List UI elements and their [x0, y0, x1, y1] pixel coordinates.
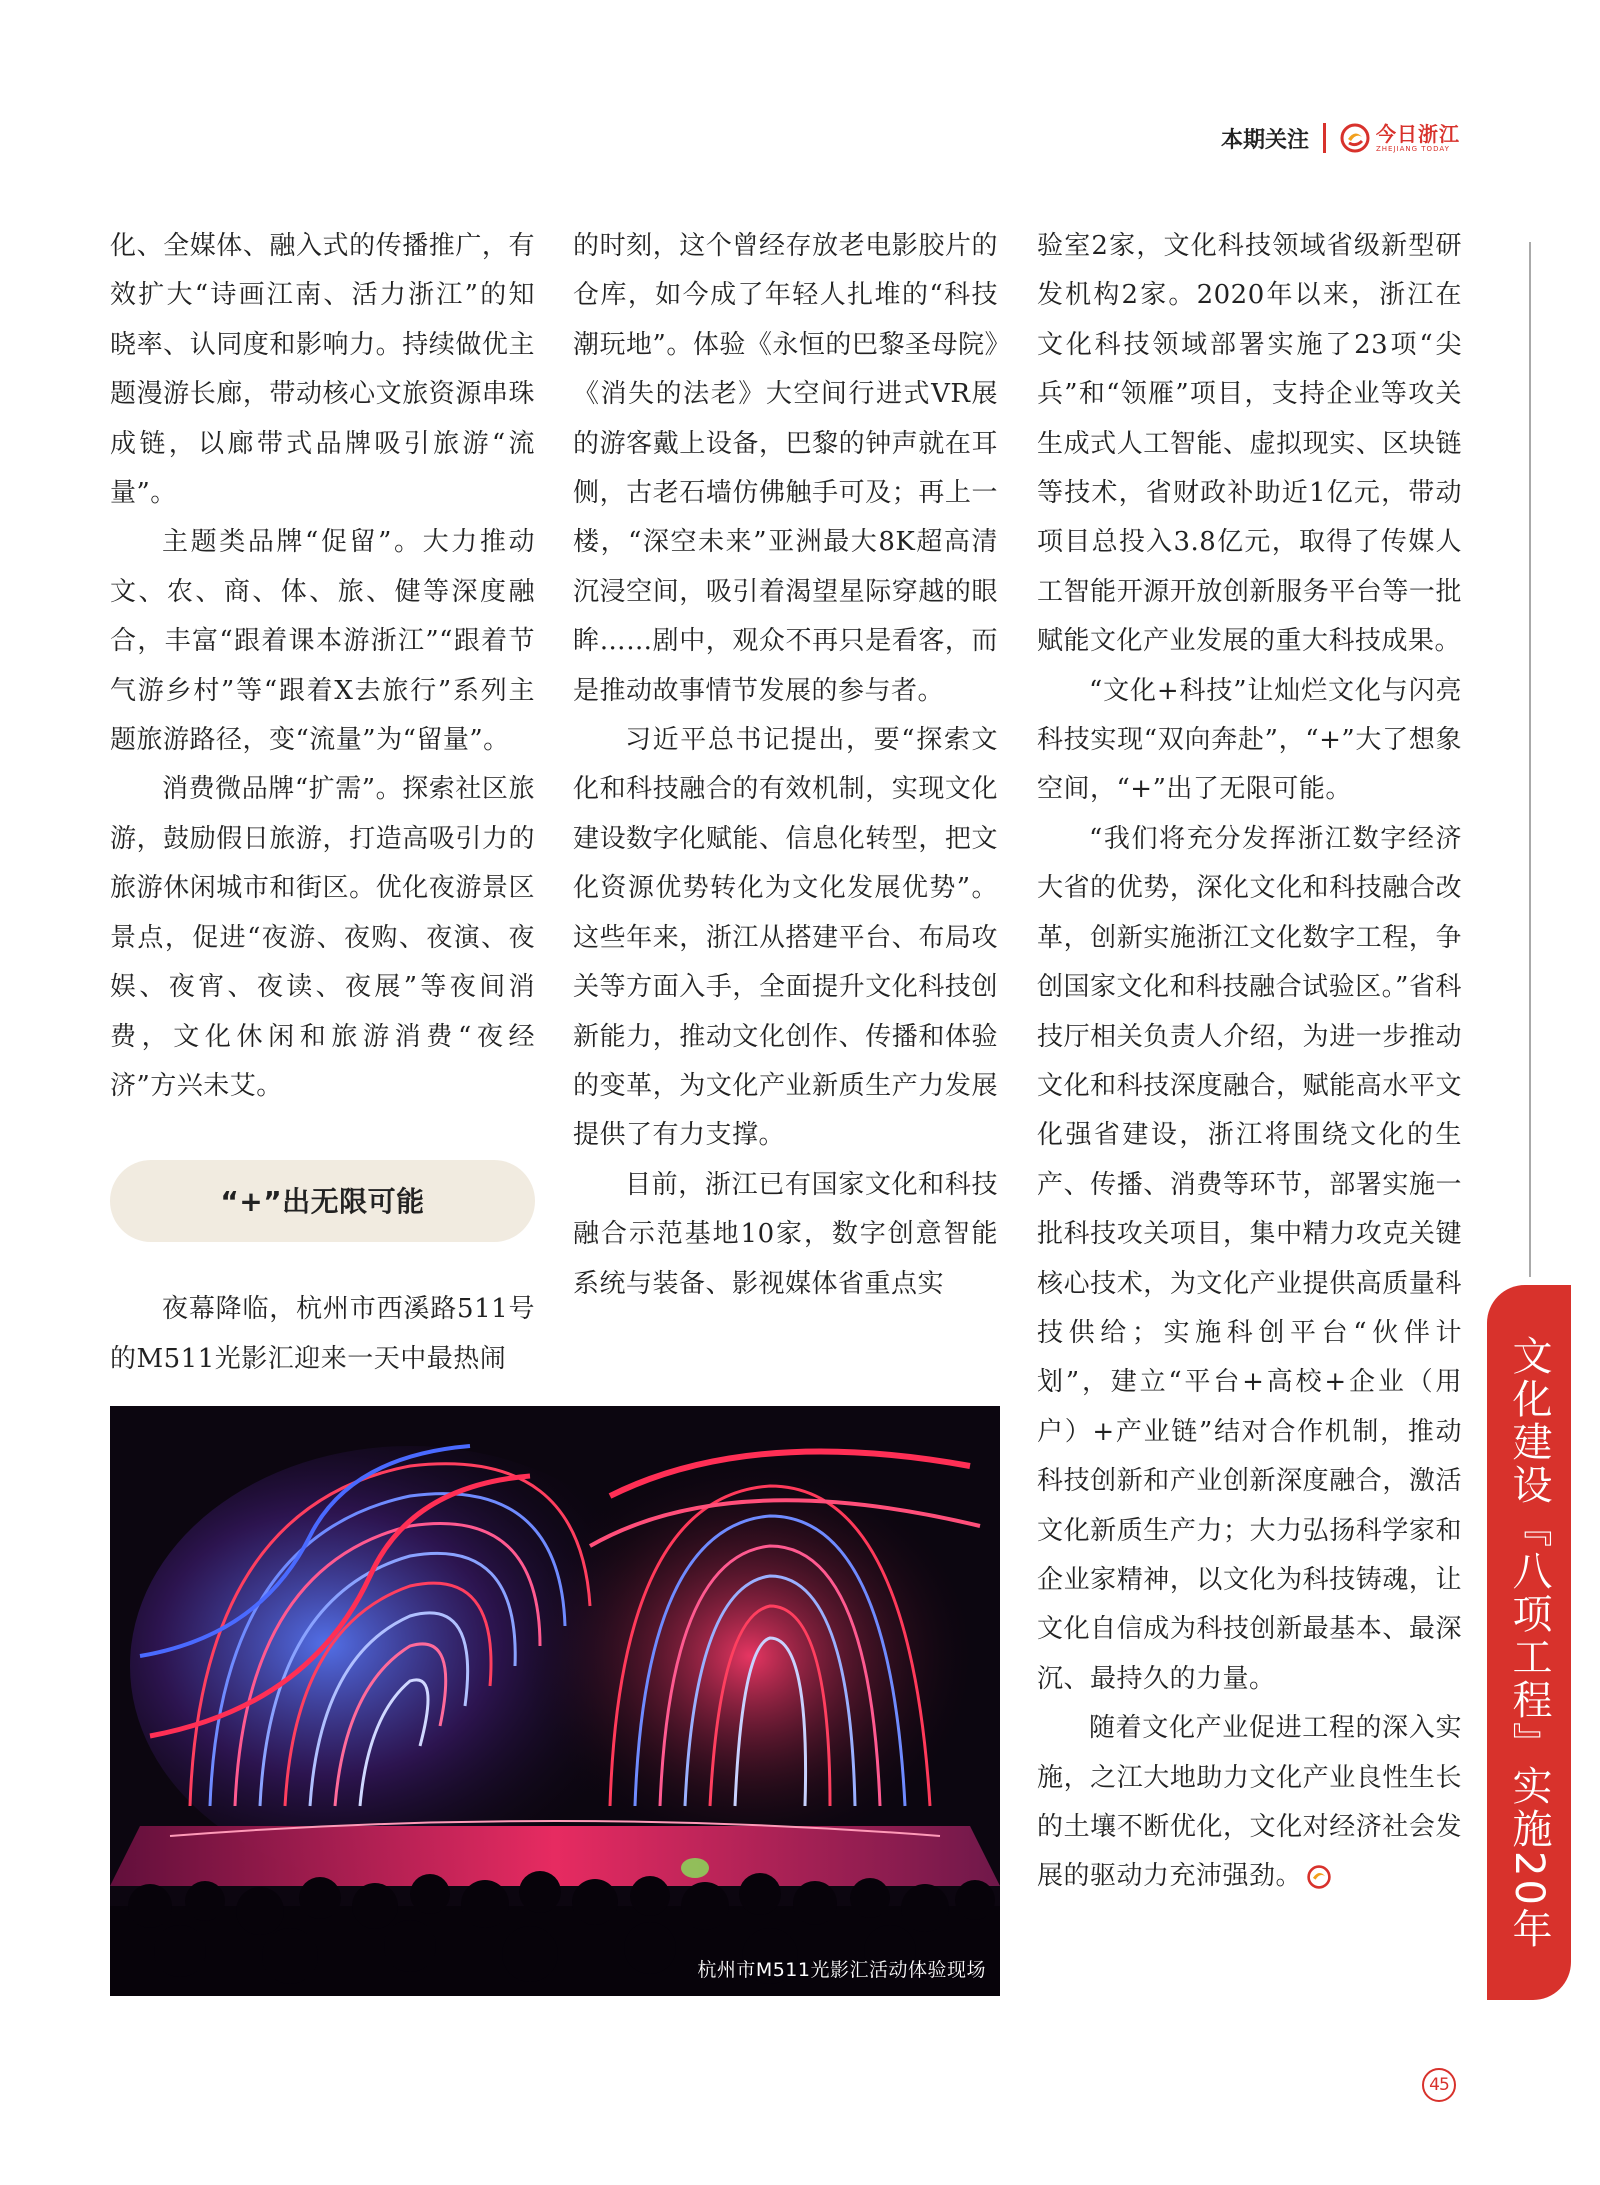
- magazine-logo: [1340, 123, 1460, 153]
- section-subheading: “+”出无限可能: [110, 1160, 535, 1242]
- paragraph: 夜幕降临，杭州市西溪路511号的M511光影汇迎来一天中最热闹: [110, 1294, 535, 1374]
- paragraph: 验室2家，文化科技领域省级新型研发机构2家。2020年以来，浙江在文化科技领域部署实施了23项“尖兵”和“领雁”项目，支持企业等攻关生成式人工智能、虚拟现实、区块链等技术，省财政补助近1亿元，带动项目总投入3.8亿元，取得了传媒人工智能开源开放创新服务平台等一批赋能文化产业发展的重大科技成果。: [1037, 231, 1462, 657]
- event-photo: [110, 1406, 1000, 1996]
- paragraph: 消费微品牌“扩需”。探索社区旅游，鼓励假日旅游，打造高吸引力的旅游休闲城市和街区。优化夜游景区景点，促进“夜游、夜购、夜演、夜娱、夜宵、夜读、夜展”等夜间消费，文化休闲和旅游消费“夜经济”方兴未艾。: [110, 774, 535, 1101]
- page-header: [1221, 118, 1460, 158]
- page-number: 45: [1422, 2068, 1456, 2102]
- paragraph-text: 随着文化产业促进工程的深入实施，之江大地助力文化产业良性生长的土壤不断优化，文化对经济社会发展的驱动力充沛强劲。: [1037, 1713, 1462, 1892]
- paragraph: 的时刻，这个曾经存放老电影胶片的仓库，如今成了年轻人扎堆的“科技潮玩地”。体验《永恒的巴黎圣母院》《消失的法老》大空间行进式VR展的游客戴上设备，巴黎的钟声就在耳侧，古老石墙仿佛触手可及；再上一楼，“深空未来”亚洲最大8K超高清沉浸空间，吸引着渴望星际穿越的眼眸……剧中，观众不再只是看客，而是推动故事情节发展的参与者。: [573, 231, 998, 706]
- text-column-2: [573, 222, 998, 1309]
- paragraph: “文化+科技”让灿烂文化与闪亮科技实现“双向奔赴”，“+”大了想象空间，“+”出了无限可能。: [1037, 675, 1462, 805]
- section-title: 本期关注: [1220, 127, 1309, 153]
- photo-caption: 杭州市M511光影汇活动体验现场: [697, 1959, 986, 1981]
- paragraph: 化、全媒体、融入式的传播推广，有效扩大“诗画江南、活力浙江”的知晓率、认同度和影响力。持续做优主题漫游长廊，带动核心文旅资源串珠成链，以廊带式品牌吸引旅游“流量”。: [110, 231, 535, 509]
- light-show-illustration: [110, 1406, 1000, 1996]
- logo-swirl-icon: [1340, 123, 1370, 153]
- paragraph: 主题类品牌“促留”。大力推动文、农、商、体、旅、健等深度融合，丰富“跟着课本游浙江”“跟着节气游乡村”等“跟着X去旅行”系列主题旅游路径，变“流量”为“留量”。: [110, 527, 535, 756]
- side-tab: [1487, 1285, 1571, 2000]
- paragraph: 目前，浙江已有国家文化和科技融合示范基地10家，数字创意智能系统与装备、影视媒体省重点实: [573, 1169, 998, 1299]
- header-divider: [1323, 123, 1326, 153]
- logo-chinese: 今日浙江: [1376, 121, 1460, 146]
- paragraph: 习近平总书记提出，要“探索文化和科技融合的有效机制，实现文化建设数字化赋能、信息化转型，把文化资源优势转化为文化发展优势”。这些年来，浙江从搭建平台、布局攻关等方面入手，全面提升文化科技创新能力，推动文化创作、传播和体验的变革，为文化产业新质生产力发展提供了有力支撑。: [573, 725, 998, 1151]
- text-column-3: [1037, 222, 1462, 1902]
- logo-english: ZHEJIANG TODAY: [1376, 144, 1450, 153]
- side-rule: [1529, 242, 1531, 1277]
- end-mark-icon: [1306, 1864, 1332, 1890]
- paragraph: “我们将充分发挥浙江数字经济大省的优势，深化文化和科技融合改革，创新实施浙江文化数字工程，争创国家文化和科技融合试验区。”省科技厅相关负责人介绍，为进一步推动文化和科技深度融合，赋能高水平文化强省建设，浙江将围绕文化的生产、传播、消费等环节，部署实施一批科技攻关项目，集中精力攻克关键核心技术，为文化产业提供高质量科技供给；实施科创平台“伙伴计划”，建立“平台+高校+企业（用户）+产业链”结对合作机制，推动科技创新和产业创新深度融合，激活文化新质生产力；大力弘扬科学家和企业家精神，以文化为科技铸魂，让文化自信成为科技创新最基本、最深沉、最持久的力量。: [1037, 823, 1462, 1694]
- paragraph-final: [1037, 1704, 1462, 1902]
- text-column-1: [110, 222, 535, 1384]
- side-tab-title: 文化建设『八项工程』实施20年: [1506, 1334, 1552, 1951]
